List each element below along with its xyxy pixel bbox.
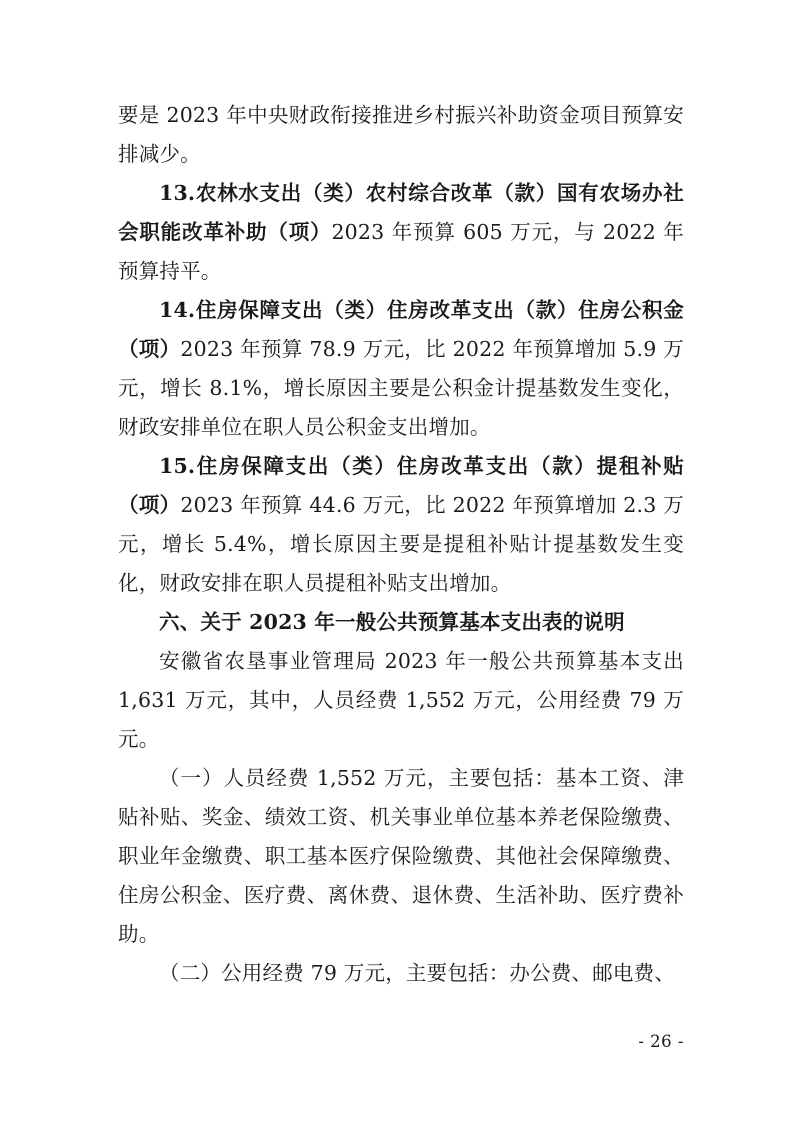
item-14-lead: 14.住房保障支出（类）住房改革支出（款）住房公积金（项） [118, 298, 684, 361]
paragraph-item-13 [118, 174, 684, 291]
paragraph-public-expense: （二）公用经费 79 万元，主要包括：办公费、邮电费、 [159, 961, 676, 985]
paragraph-item-15 [118, 447, 684, 603]
paragraph-continuation: 要是 2023 年中央财政衔接推进乡村振兴补助资金项目预算安排减少。 [118, 103, 684, 166]
item-15-rest: 2023 年预算 44.6 万元，比 2022 年预算增加 2.3 万元，增长 5.4%，增长原因主要是提租补贴计提基数发生变化，财政安排在职人员提租补贴支出增加。 [118, 493, 684, 595]
document-body [118, 96, 684, 993]
item-13-lead: 13.农林水支出（类）农村综合改革（款）国有农场办社会职能改革补助（项） [118, 181, 684, 244]
item-13-rest: 2023 年预算 605 万元，与 2022 年预算持平。 [118, 220, 685, 283]
item-15-lead: 15.住房保障支出（类）住房改革支出（款）提租补贴（项） [118, 454, 684, 517]
item-14-rest: 2023 年预算 78.9 万元，比 2022 年预算增加 5.9 万元，增长 8.1%，增长原因主要是公积金计提基数发生变化，财政安排单位在职人员公积金支出增加。 [118, 337, 684, 439]
paragraph-personnel-expense: （一）人员经费 1,552 万元，主要包括：基本工资、津贴补贴、奖金、绩效工资、机关事业单位基本养老保险缴费、职业年金缴费、职工基本医疗保险缴费、其他社会保障缴费、住房公积金、医疗费、离休费、退休费、生活补助、医疗费补助。 [118, 766, 684, 946]
paragraph-item-14 [118, 291, 684, 447]
section-heading-six: 六、关于 2023 年一般公共预算基本支出表的说明 [159, 610, 625, 634]
paragraph-basic-expenditure: 安徽省农垦事业管理局 2023 年一般公共预算基本支出 1,631 万元，其中，人员经费 1,552 万元，公用经费 79 万元。 [118, 649, 684, 751]
page-number: - 26 - [638, 1032, 684, 1051]
